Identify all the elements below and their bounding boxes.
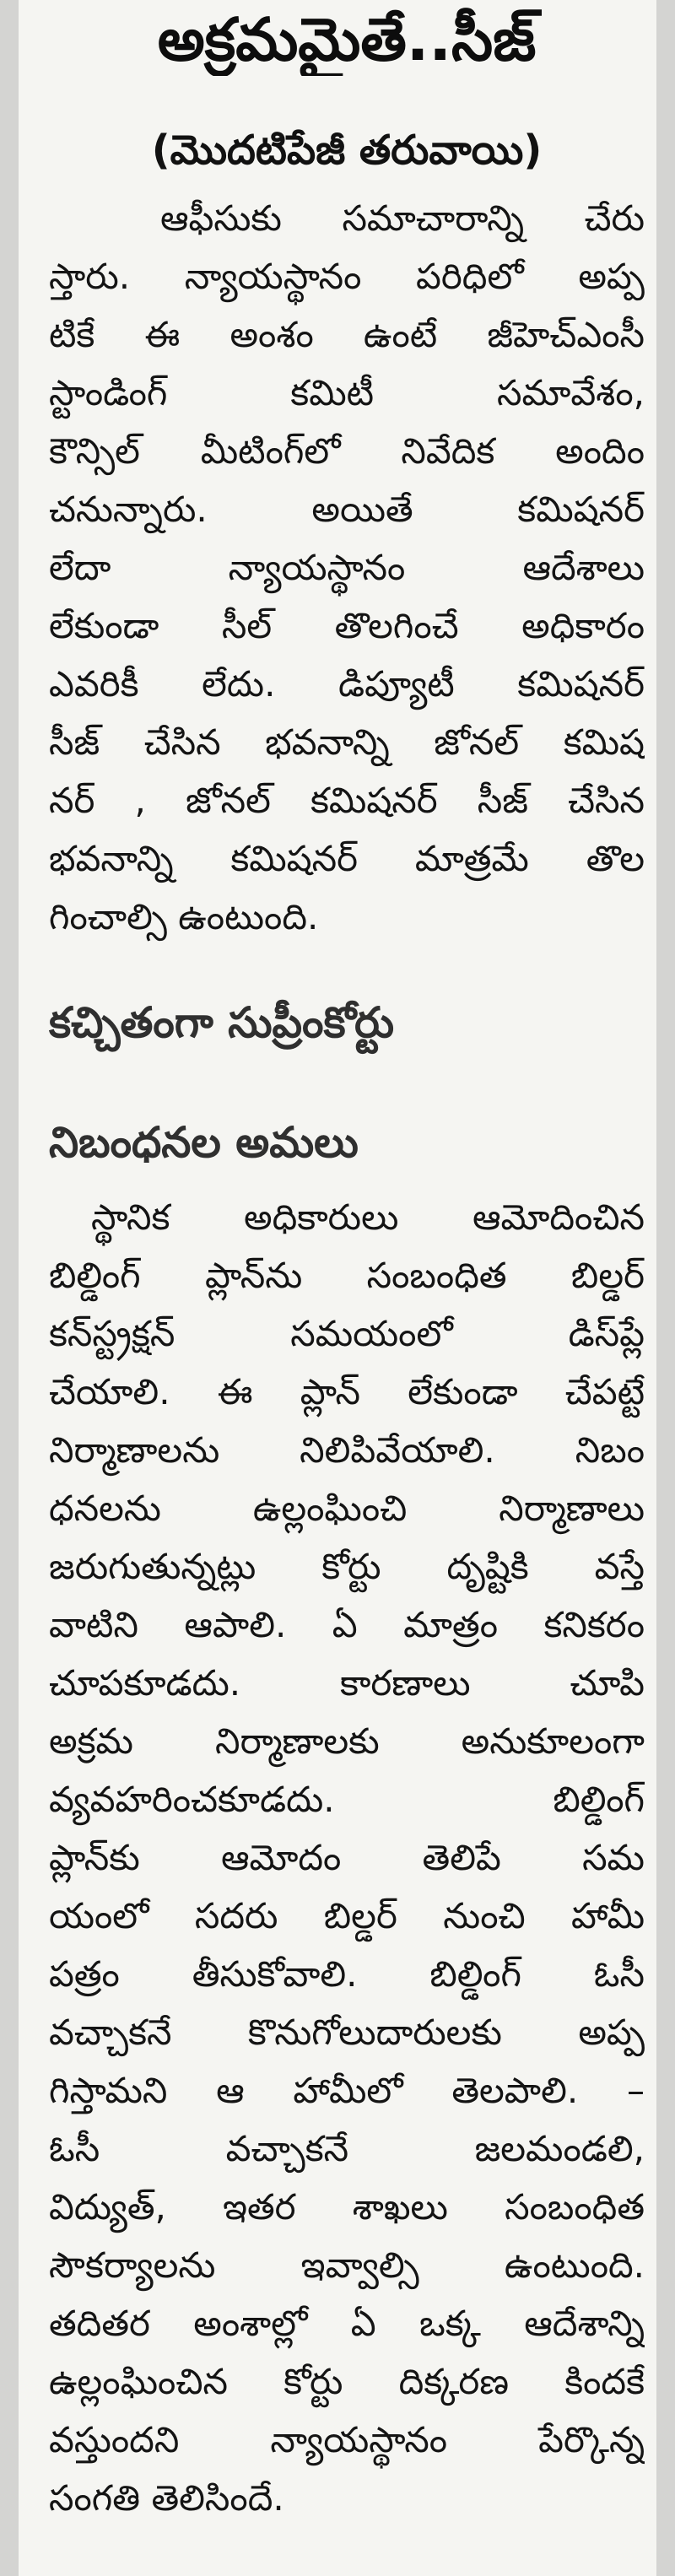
text-line: స్థానిక అధికారులు ఆమోదించిన: [91, 1196, 645, 1238]
text-line: యంలో సదరు బిల్డర్ నుంచి హామీ: [49, 1895, 645, 1936]
text-line: ప్లాన్‌కు ఆమోదం తెలిపే సమ: [49, 1837, 645, 1878]
text-line: టికే ఈ అంశం ఉంటే జీహెచ్ఎంసీ: [49, 314, 645, 355]
text-line: కౌన్సిల్ మీటింగ్‌లో నివేదిక అందిం: [49, 430, 645, 472]
text-line: ధనలను ఉల్లంఘించి నిర్మాణాలు: [49, 1488, 645, 1529]
text-line: వాటిని ఆపాలి. ఏ మాత్రం కనికరం: [49, 1604, 645, 1645]
text-line: వస్తుందని న్యాయస్థానం పేర్కొన్న: [49, 2419, 645, 2460]
text-line: వచ్చాకనే కొనుగోలుదారులకు అప్ప: [49, 2012, 645, 2053]
text-line: స్తారు. న్యాయస్థానం పరిధిలో అప్ప: [49, 256, 645, 297]
text-line: చనున్నారు. అయితే కమిషనర్: [49, 489, 645, 530]
text-line: సౌకర్యాలను ఇవ్వాల్సి ఉంటుంది.: [49, 2244, 645, 2286]
page-edge-right: [656, 0, 675, 2576]
text-line: గిస్తామని ఆ హామీలో తెలపాలి. –: [49, 2070, 645, 2111]
text-line: బిల్డింగ్ ప్లాన్‌ను సంబంధిత బిల్డర్: [49, 1255, 645, 1296]
text-line: స్టాండింగ్ కమిటీ సమావేశం,: [49, 372, 645, 413]
paragraph-1: [49, 189, 645, 946]
text-line: గించాల్సి ఉంటుంది.: [49, 896, 319, 937]
text-line: తదితర అంశాల్లో ఏ ఒక్క ఆదేశాన్ని: [49, 2303, 645, 2344]
text-line: వ్యవహరించకూడదు. బిల్డింగ్: [49, 1779, 645, 1820]
text-line: చేయాలి. ఈ ప్లాన్ లేకుండా చేపట్టే: [49, 1371, 645, 1412]
text-line: ఆఫీసుకు సమాచారాన్ని చేరు: [160, 197, 645, 239]
text-line: లేదా న్యాయస్థానం ఆదేశాలు: [49, 547, 645, 588]
text-line: నర్ , జోనల్ కమిషనర్ సీజ్ చేసిన: [49, 780, 645, 821]
text-line: నిర్మాణాలను నిలిపివేయాలి. నిబం: [49, 1429, 645, 1471]
text-line: అక్రమ నిర్మాణాలకు అనుకూలంగా: [49, 1720, 645, 1762]
continuation-note: (మొదటిపేజీ తరువాయి): [151, 127, 543, 174]
text-line: విద్యుత్, ఇతర శాఖలు సంబంధిత: [49, 2186, 645, 2228]
headline: అక్రమమైతే..సీజ్: [157, 5, 537, 74]
paragraph-2: [49, 1188, 645, 2527]
text-line: ఉల్లంఘించిన కోర్టు దిక్కరణ కిందకే: [49, 2361, 645, 2402]
subheading: నిబంధనల అమలు: [49, 1118, 359, 1167]
page-edge-left: [0, 0, 19, 2576]
text-line: పత్రం తీసుకోవాలి. బిల్డింగ్ ఓసీ: [49, 1953, 645, 1995]
text-line: చూపకూడదు. కారణాలు చూపి: [49, 1662, 645, 1704]
text-line: భవనాన్ని కమిషనర్ మాత్రమే తొల: [49, 838, 645, 879]
subheading: కచ్చితంగా సుప్రీంకోర్టు: [49, 998, 395, 1047]
text-line: ఎవరికీ లేదు. డిప్యూటీ కమిషనర్: [49, 663, 645, 705]
text-line: జరుగుతున్నట్లు కోర్టు దృష్టికి వస్తే: [49, 1546, 645, 1587]
text-line: సీజ్ చేసిన భవనాన్ని జోనల్ కమిష: [49, 721, 645, 763]
text-line: ఓసీ వచ్చాకనే జలమండలి,: [49, 2128, 645, 2169]
text-line: కన్‌స్ట్రక్షన్ సమయంలో డిస్‌ప్లే: [49, 1313, 645, 1354]
text-line: సంగతి తెలిసిందే.: [49, 2477, 284, 2519]
text-line: లేకుండా సీల్ తొలగించే అధికారం: [49, 605, 645, 646]
